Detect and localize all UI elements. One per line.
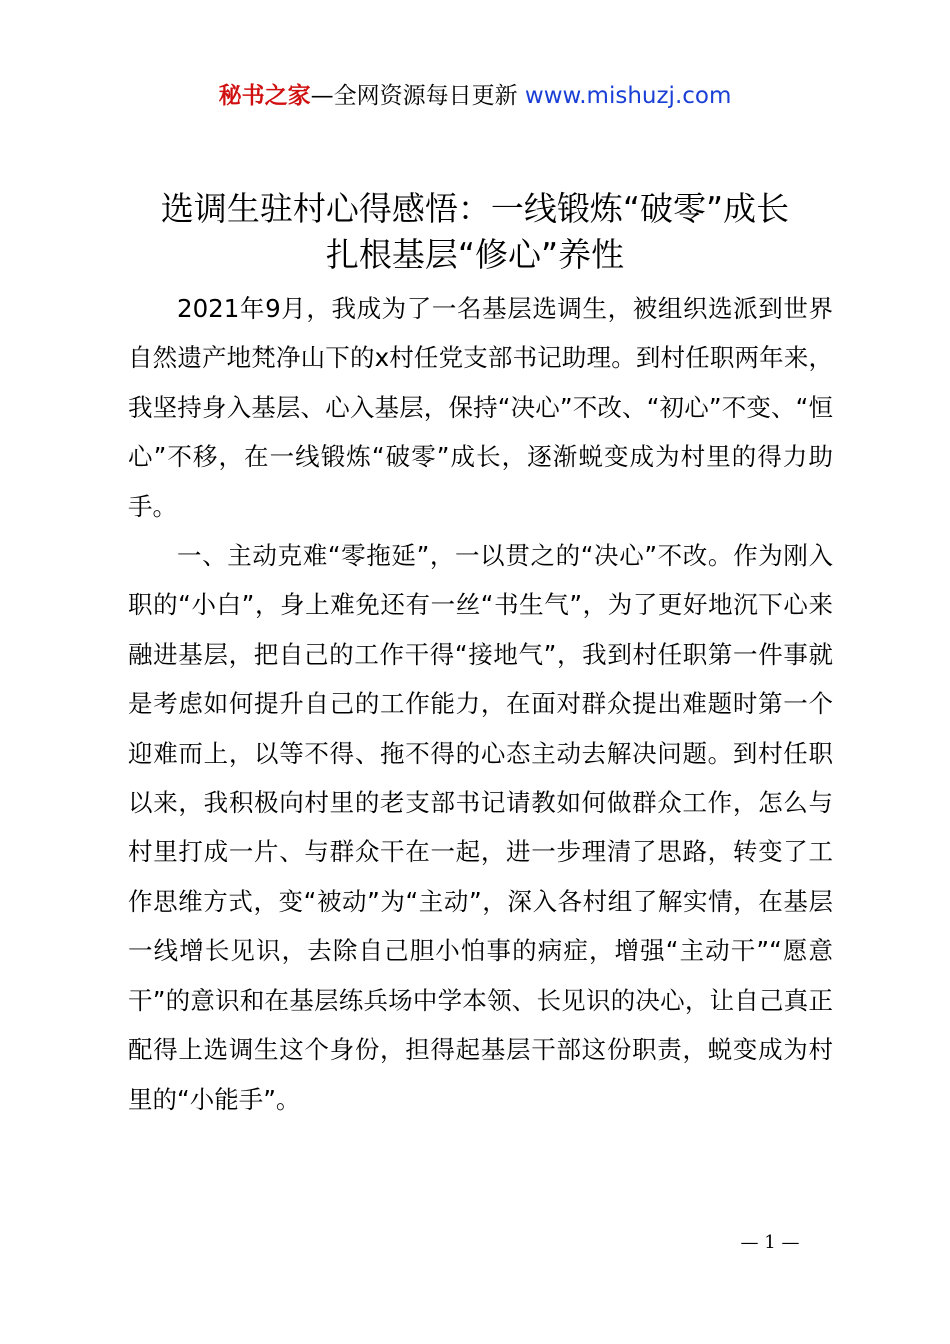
site-header [0,80,950,112]
document-title [100,186,850,278]
document-body [128,284,833,1124]
site-brand: 秘书之家 [218,83,311,109]
site-slogan: —全网资源每日更新 [310,83,518,109]
title-line-2: 扎根基层“修心”养性 [325,235,625,274]
page-number: — 1 — [740,1232,800,1253]
paragraph-section-1: 一、主动克难“零拖延”，一以贯之的“决心”不改。作为刚入职的“小白”，身上难免还有一丝“书生气”，为了更好地沉下心来融进基层，把自己的工作干得“接地气”，我到村任职第一件事就是考虑如何提升自己的工作能力，在面对群众提出难题时第一个迎难而上，以等不得、拖不得的心态主动去解决问题。到村任职以来，我积极向村里的老支部书记请教如何做群众工作，怎么与村里打成一片、与群众干在一起，进一步理清了思路，转变了工作思维方式，变“被动”为“主动”，深入各村组了解实情，在基层一线增长见识，去除自己胆小怕事的病症，增强“主动干”“愿意干”的意识和在基层练兵场中学本领、长见识的决心，让自己真正配得上选调生这个身份，担得起基层干部这份职责，蜕变成为村里的“小能手”。 [128,541,833,1114]
paragraph-intro: 2021年9月，我成为了一名基层选调生，被组织选派到世界自然遗产地梵净山下的x村任党支部书记助理。到村任职两年来，我坚持身入基层、心入基层，保持“决心”不改、“初心”不变、“恒心”不移，在一线锻炼“破零”成长，逐渐蜕变成为村里的得力助手。 [128,294,833,521]
site-url-link[interactable]: www.mishuzj.com [524,83,732,109]
title-line-1: 选调生驻村心得感悟：一线锻炼“破零”成长 [160,189,790,228]
